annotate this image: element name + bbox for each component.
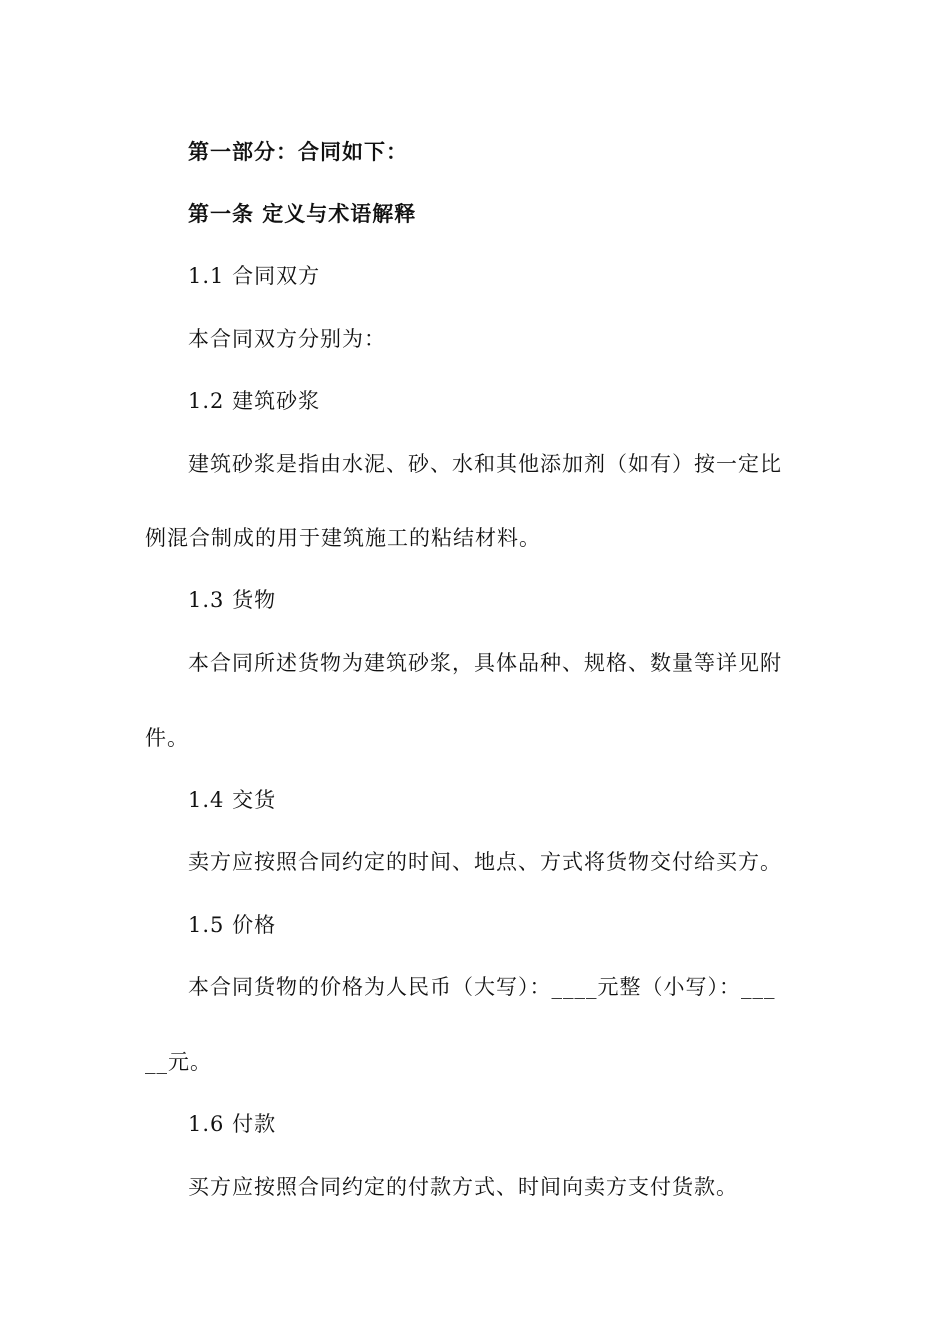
section-1-3-title: 1.3 货物: [188, 588, 277, 612]
article-heading: 第一条 定义与术语解释: [188, 202, 417, 226]
section-1-3-body-line2: 件。: [145, 726, 189, 750]
section-1-1-body: 本合同双方分别为：: [188, 327, 386, 351]
section-1-2-title: 1.2 建筑砂浆: [188, 389, 321, 413]
section-1-2-body-line2: 例混合制成的用于建筑施工的粘结材料。: [145, 526, 541, 550]
section-1-4-title: 1.4 交货: [188, 788, 277, 812]
section-1-1-title: 1.1 合同双方: [188, 264, 321, 288]
section-1-6-title: 1.6 付款: [188, 1112, 277, 1136]
section-1-5-title: 1.5 价格: [188, 913, 277, 937]
section-1-5-body-line1: 本合同货物的价格为人民币（大写）：____元整（小写）：___: [188, 975, 776, 999]
section-1-6-body: 买方应按照合同约定的付款方式、时间向卖方支付货款。: [188, 1175, 738, 1199]
section-1-3-body-line1: 本合同所述货物为建筑砂浆，具体品种、规格、数量等详见附: [188, 651, 782, 675]
section-1-2-body-line1: 建筑砂浆是指由水泥、砂、水和其他添加剂（如有）按一定比: [188, 452, 782, 476]
section-1-5-body-line2: __元。: [145, 1050, 212, 1074]
section-1-4-body: 卖方应按照合同约定的时间、地点、方式将货物交付给买方。: [188, 850, 782, 874]
part-heading: 第一部分：合同如下：: [188, 140, 408, 164]
